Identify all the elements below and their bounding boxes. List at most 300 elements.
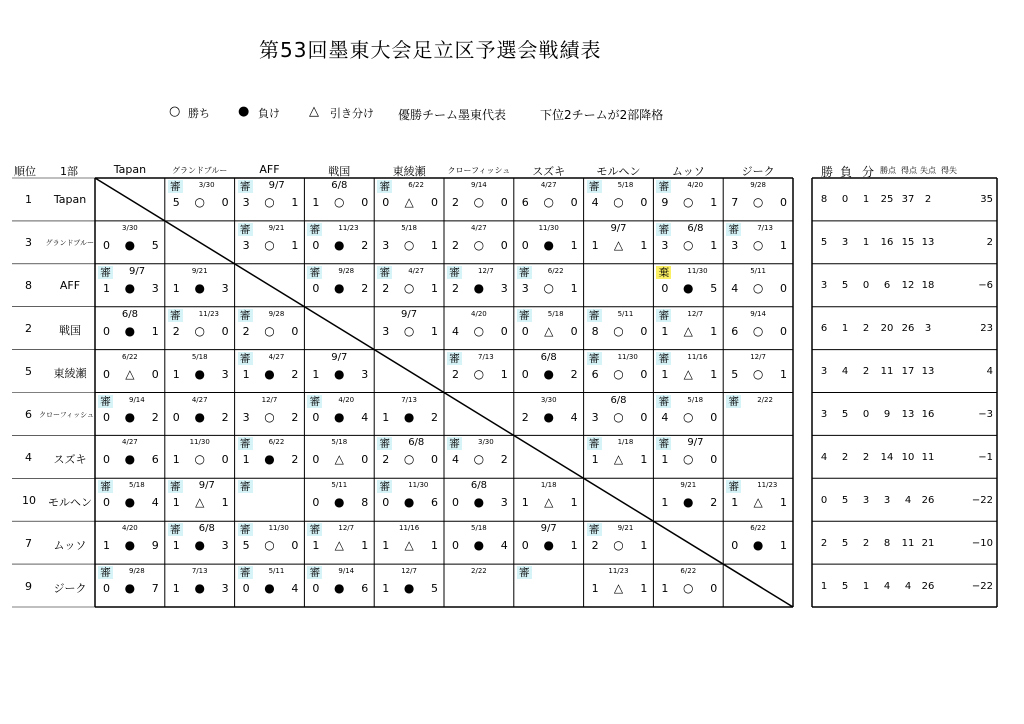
score-against: 1: [640, 238, 648, 252]
result-cell: [444, 350, 514, 393]
result-mark-icon: ●: [334, 280, 345, 295]
result-cell: [723, 264, 793, 307]
match-date: 9/14: [129, 395, 145, 404]
score-for: 1: [172, 453, 180, 467]
score-against: 0: [640, 324, 648, 338]
result-cell: [304, 393, 374, 436]
match-date: 3/30: [540, 395, 557, 404]
referee-badge: 審: [100, 394, 111, 408]
result-mark-icon: △: [404, 538, 414, 553]
score-against: 0: [291, 324, 299, 338]
score-for: 0: [103, 496, 110, 510]
result-cell: [723, 178, 793, 221]
score-for: 2: [452, 367, 459, 381]
score-against: 0: [361, 453, 369, 467]
stat-value: 3: [820, 366, 828, 378]
result-mark-icon: ○: [473, 195, 485, 209]
result-mark-icon: ○: [403, 452, 415, 467]
match-date: 11/23: [338, 223, 359, 232]
match-date: 4/27: [540, 181, 557, 189]
score-against: 1: [570, 496, 578, 510]
result-mark-icon: ●: [194, 366, 205, 381]
stat-value: −1: [978, 451, 993, 463]
result-mark-icon: ●: [334, 409, 345, 424]
row-rank: 3: [25, 236, 32, 250]
result-mark-icon: ○: [403, 323, 415, 338]
match-date: 5/18: [129, 481, 145, 490]
result-cell: [723, 521, 793, 564]
row-team-name: クローフィッシュ: [39, 410, 94, 419]
header-team-8: ムッソ: [671, 165, 705, 178]
score-against: 1: [570, 281, 578, 295]
match-date: 6/8: [331, 180, 348, 191]
result-mark-icon: ○: [264, 409, 275, 424]
result-mark-icon: ○: [752, 366, 764, 381]
result-cell: [165, 478, 235, 521]
result-cell: [374, 564, 444, 607]
score-for: 1: [661, 324, 669, 338]
result-mark-icon: △: [334, 452, 344, 467]
referee-badge: 審: [658, 437, 670, 451]
result-mark-icon: ○: [752, 280, 764, 295]
stat-value: −22: [971, 580, 993, 592]
stat-value: −22: [971, 494, 993, 506]
result-mark-icon: ●: [403, 409, 415, 424]
score-for: 0: [312, 582, 320, 596]
score-for: 1: [172, 539, 180, 553]
result-mark-icon: ○: [403, 237, 415, 252]
result-cell: [235, 521, 305, 564]
stat-value: 1: [841, 323, 849, 335]
result-mark-icon: ●: [194, 280, 205, 295]
score-against: 0: [779, 281, 787, 295]
result-mark-icon: ●: [334, 366, 345, 381]
referee-badge: 審: [379, 180, 391, 193]
score-for: 1: [172, 281, 180, 295]
stat-value: 16: [921, 408, 935, 420]
match-date: 9/21: [268, 223, 285, 232]
stat-value: 8: [883, 537, 891, 549]
result-mark-icon: ●: [124, 495, 136, 510]
score-against: 0: [779, 324, 787, 338]
score-for: 1: [172, 367, 180, 381]
score-for: 1: [242, 453, 250, 467]
stat-value: 3: [841, 237, 849, 249]
result-cell: [444, 435, 514, 478]
match-date: 5/11: [331, 481, 348, 490]
score-against: 1: [779, 367, 787, 381]
score-for: 6: [731, 324, 739, 338]
score-against: 1: [710, 196, 718, 209]
result-mark-icon: ○: [613, 409, 624, 424]
row-team-name: ムッソ: [53, 538, 87, 552]
match-date: 11/16: [687, 352, 708, 361]
score-for: 0: [661, 281, 669, 295]
score-against: 9: [151, 539, 159, 553]
row-rank: 7: [25, 536, 32, 550]
result-mark-icon: ●: [124, 323, 136, 338]
result-cell: [723, 478, 793, 521]
result-cell: [165, 435, 235, 478]
match-date: 5/11: [617, 309, 634, 318]
row-team-name: グランドブルー: [45, 239, 94, 248]
stat-value: 0: [841, 194, 849, 206]
stat-value: 25: [880, 194, 894, 206]
score-for: 0: [103, 367, 110, 381]
result-mark-icon: ○: [752, 237, 764, 252]
score-against: 2: [291, 453, 299, 467]
score-against: 3: [221, 281, 229, 295]
result-cell: [235, 178, 305, 221]
result-mark-icon: ○: [683, 452, 694, 467]
header-team-1: グランドブルー: [171, 166, 228, 175]
stat-value: 5: [841, 408, 849, 420]
score-against: 0: [570, 324, 578, 338]
score-against: 0: [640, 367, 648, 381]
result-cell: [374, 221, 444, 264]
result-mark-icon: ○: [613, 195, 624, 209]
score-against: 1: [779, 539, 787, 553]
match-date: 6/22: [268, 438, 285, 447]
match-date: 11/23: [757, 481, 778, 490]
result-mark-icon: ●: [473, 280, 485, 295]
result-mark-icon: ○: [613, 538, 624, 553]
result-mark-icon: △: [195, 495, 205, 510]
score-against: 4: [500, 539, 508, 553]
score-against: 0: [500, 238, 508, 252]
score-against: 0: [640, 410, 648, 424]
score-against: 3: [221, 367, 229, 381]
result-cell: [235, 350, 305, 393]
score-against: 4: [570, 410, 578, 424]
result-mark-icon: ○: [264, 237, 275, 252]
result-mark-icon: ●: [473, 495, 485, 510]
score-against: 1: [361, 539, 369, 553]
match-date: 7/13: [478, 352, 494, 361]
result-mark-icon: ●: [334, 495, 345, 510]
score-for: 1: [661, 453, 669, 467]
referee-badge: 審: [169, 523, 181, 537]
score-for: 2: [452, 238, 459, 252]
result-cell: [374, 435, 444, 478]
stat-value: 3: [820, 280, 828, 292]
result-cell: [235, 393, 305, 436]
match-date: 2/22: [471, 567, 487, 576]
result-cell: [514, 178, 584, 221]
match-date: 9/7: [331, 351, 348, 363]
referee-badge: 審: [239, 437, 251, 451]
stat-value: 0: [820, 494, 828, 506]
score-for: 1: [312, 367, 320, 381]
referee-badge: 審: [728, 222, 740, 236]
match-date: 3/30: [122, 223, 138, 232]
referee-badge: 審: [449, 437, 460, 451]
score-for: 1: [382, 539, 390, 553]
match-date: 6/8: [687, 222, 704, 234]
result-cell: [235, 435, 305, 478]
score-against: 0: [710, 582, 718, 596]
result-cell: [95, 264, 165, 307]
stat-value: 12: [901, 280, 915, 292]
score-against: 1: [570, 539, 578, 553]
result-cell: [584, 564, 654, 607]
stat-value: 6: [820, 323, 828, 335]
stat-value: 21: [921, 537, 935, 549]
result-cell: [514, 564, 584, 607]
result-mark-icon: ●: [124, 581, 136, 596]
stat-value: 8: [820, 194, 828, 206]
score-for: 3: [591, 410, 599, 424]
match-date: 9/28: [750, 181, 766, 189]
match-date: 5/18: [617, 181, 634, 189]
result-cell: [514, 264, 584, 307]
result-cell: [653, 350, 723, 393]
result-cell: [723, 350, 793, 393]
match-date: 9/7: [268, 180, 285, 191]
referee-badge: 審: [728, 394, 740, 408]
score-for: 3: [382, 238, 390, 252]
score-for: 0: [452, 496, 459, 510]
result-cell: [235, 307, 305, 350]
score-against: 0: [640, 196, 648, 209]
result-mark-icon: ○: [613, 366, 624, 381]
referee-badge: 審: [169, 180, 181, 193]
referee-badge: 審: [100, 566, 111, 580]
result-mark-icon: △: [334, 538, 344, 553]
stat-value: 18: [921, 280, 935, 292]
score-against: 2: [151, 410, 159, 424]
result-cell: [235, 221, 305, 264]
result-mark-icon: ●: [124, 452, 136, 467]
match-date: 9/7: [198, 480, 215, 492]
result-cell: [165, 521, 235, 564]
referee-badge: 審: [239, 480, 251, 494]
score-for: 9: [661, 196, 669, 209]
result-cell: [304, 178, 374, 221]
result-cell: [444, 307, 514, 350]
row-team-name: モルヘン: [48, 495, 92, 509]
result-mark-icon: ○: [264, 195, 275, 209]
result-mark-icon: ○: [543, 280, 554, 295]
result-mark-icon: ●: [403, 495, 415, 510]
result-cell: [653, 178, 723, 221]
result-cell: [514, 521, 584, 564]
result-mark-icon: ●: [334, 581, 345, 596]
result-cell: [653, 221, 723, 264]
stat-value: 2: [841, 451, 849, 463]
score-against: 1: [500, 367, 508, 381]
referee-badge: 審: [379, 265, 391, 279]
match-date: 5/18: [547, 309, 564, 318]
result-cell: [514, 221, 584, 264]
match-date: 4/27: [122, 438, 138, 447]
header-stat-5: 失点: [920, 166, 936, 175]
referee-badge: 審: [239, 523, 251, 537]
match-date: 9/7: [540, 523, 557, 535]
score-against: 1: [151, 324, 159, 338]
note-relegation: 下位2チームが2部降格: [540, 108, 664, 122]
result-cell: [723, 435, 793, 478]
referee-badge: 審: [658, 394, 670, 408]
stat-value: 15: [901, 237, 915, 249]
match-date: 11/30: [687, 266, 708, 275]
match-date: 9/7: [401, 308, 418, 320]
score-against: 1: [291, 196, 299, 209]
stat-value: 20: [880, 323, 894, 335]
result-mark-icon: △: [125, 366, 135, 381]
score-against: 2: [291, 367, 299, 381]
header-team-2: AFF: [259, 163, 280, 176]
referee-badge: 審: [379, 437, 391, 451]
result-mark-icon: ○: [403, 280, 415, 295]
referee-badge: 審: [588, 523, 600, 537]
row-rank: 9: [25, 579, 32, 593]
score-for: 0: [312, 238, 320, 252]
match-date: 12/7: [261, 395, 278, 404]
result-cell: [374, 478, 444, 521]
match-date: 7/13: [401, 395, 417, 404]
match-date: 9/14: [338, 567, 355, 576]
match-date: 12/7: [750, 352, 766, 361]
stat-value: 1: [862, 237, 870, 249]
match-date: 5/18: [331, 438, 348, 447]
result-mark-icon: ●: [124, 280, 136, 295]
stat-value: −6: [978, 280, 993, 292]
referee-badge: 審: [588, 437, 600, 451]
score-for: 0: [521, 539, 529, 553]
result-cell: [444, 521, 514, 564]
match-date: 9/7: [129, 265, 146, 277]
header-stat-3: 勝点: [880, 166, 896, 175]
result-mark-icon: ●: [543, 237, 554, 252]
row-team-name: Tapan: [53, 193, 87, 207]
score-against: 2: [570, 367, 578, 381]
referee-badge: 審: [100, 480, 111, 494]
result-cell: [723, 221, 793, 264]
result-cell: [653, 264, 723, 307]
match-date: 4/27: [471, 223, 487, 232]
score-against: 1: [221, 496, 229, 510]
match-date: 6/8: [408, 437, 425, 449]
referee-badge: 審: [100, 265, 111, 279]
result-mark-icon: ●: [403, 581, 415, 596]
score-for: 1: [172, 496, 180, 510]
result-mark-icon: ○: [473, 366, 485, 381]
score-against: 0: [779, 196, 787, 209]
match-date: 12/7: [687, 309, 704, 318]
result-mark-icon: ●: [543, 366, 554, 381]
result-mark-icon: ●: [124, 409, 136, 424]
stat-value: 37: [901, 194, 915, 206]
result-cell: [304, 221, 374, 264]
stat-value: 4: [904, 580, 912, 592]
match-date: 12/7: [338, 524, 355, 533]
score-for: 1: [382, 410, 390, 424]
score-for: 0: [172, 410, 180, 424]
score-against: 0: [221, 196, 229, 209]
match-date: 9/28: [129, 567, 145, 576]
score-against: 7: [151, 582, 159, 596]
score-for: 3: [242, 238, 250, 252]
score-for: 1: [103, 281, 110, 295]
score-for: 6: [591, 367, 599, 381]
result-cell: [653, 307, 723, 350]
match-date: 5/11: [750, 266, 766, 275]
result-mark-icon: ○: [473, 323, 485, 338]
score-against: 0: [430, 453, 438, 467]
stat-value: 11: [921, 451, 935, 463]
stat-value: 4: [820, 451, 828, 463]
result-mark-icon: ●: [264, 366, 275, 381]
result-mark-icon: ●: [124, 237, 136, 252]
result-cell: [584, 435, 654, 478]
stat-value: 0: [862, 408, 870, 420]
win-label: 勝ち: [188, 107, 210, 120]
score-against: 2: [291, 410, 299, 424]
result-cell: [584, 264, 654, 307]
forfeit-badge: 棄: [658, 265, 670, 279]
score-against: 1: [430, 238, 438, 252]
result-mark-icon: △: [683, 323, 693, 338]
loss-mark-icon: ●: [238, 104, 250, 119]
row-rank: 2: [25, 322, 32, 336]
stat-value: 4: [904, 494, 912, 506]
score-against: 6: [361, 582, 369, 596]
result-cell: [304, 264, 374, 307]
stat-value: 2: [862, 537, 870, 549]
match-date: 7/13: [757, 223, 773, 232]
result-cell: [95, 521, 165, 564]
referee-badge: 審: [588, 308, 600, 322]
result-cell: [304, 350, 374, 393]
score-against: 4: [151, 496, 159, 510]
result-mark-icon: ○: [683, 581, 694, 596]
score-for: 0: [242, 582, 250, 596]
score-for: 1: [312, 539, 320, 553]
stat-value: 13: [921, 366, 935, 378]
match-date: 11/23: [608, 567, 629, 576]
stat-value: 4: [986, 366, 993, 378]
match-date: 9/21: [680, 481, 697, 490]
match-date: 9/28: [268, 309, 285, 318]
result-mark-icon: △: [544, 495, 554, 510]
match-date: 4/20: [122, 524, 138, 533]
referee-badge: 審: [588, 180, 600, 193]
stat-value: 35: [980, 194, 993, 206]
score-against: 1: [710, 367, 718, 381]
stat-value: −10: [971, 537, 993, 549]
match-date: 5/11: [268, 567, 285, 576]
match-date: 6/22: [680, 567, 697, 576]
row-rank: 10: [22, 493, 36, 507]
score-against: 3: [221, 539, 229, 553]
result-mark-icon: ●: [264, 581, 275, 596]
score-for: 4: [731, 281, 739, 295]
score-for: 3: [521, 281, 529, 295]
stat-value: 1: [862, 194, 870, 206]
referee-badge: 審: [309, 523, 321, 537]
result-cell: [444, 264, 514, 307]
stat-value: 26: [901, 323, 915, 335]
score-against: 1: [710, 238, 718, 252]
referee-badge: 審: [309, 222, 321, 236]
score-for: 0: [382, 496, 390, 510]
result-cell: [374, 393, 444, 436]
score-for: 2: [242, 324, 250, 338]
match-date: 11/30: [538, 223, 559, 232]
referee-badge: 審: [658, 308, 670, 322]
stat-value: 2: [862, 366, 870, 378]
